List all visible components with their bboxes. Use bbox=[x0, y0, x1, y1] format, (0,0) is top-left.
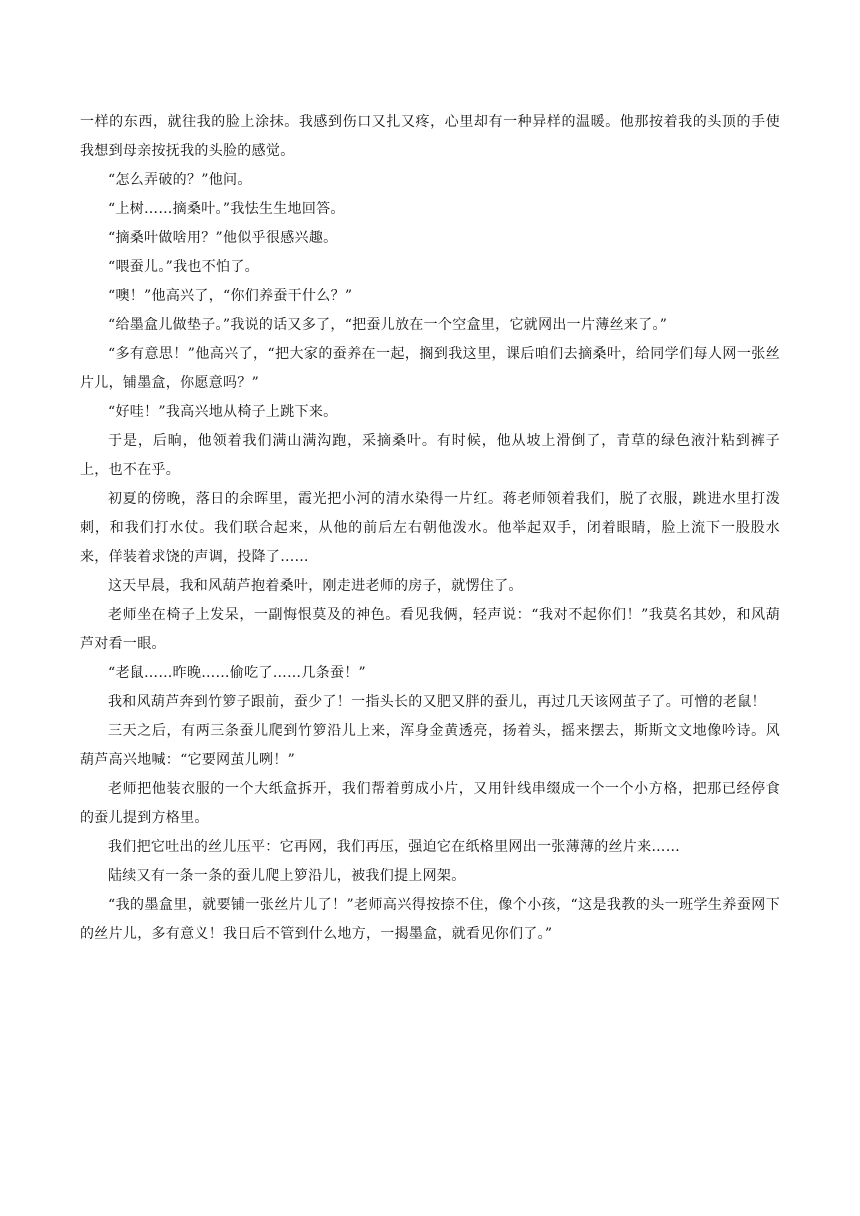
document-body bbox=[80, 108, 780, 949]
paragraph: 初夏的傍晚，落日的余晖里，霞光把小河的清水染得一片红。蒋老师领着我们，脱了衣服，跳进水里打泼刺，和我们打水仗。我们联合起来，从他的前后左右朝他泼水。他举起双手，闭着眼睛，脸上流下一股股水来，佯装着求饶的声调，投降了…… bbox=[80, 491, 780, 565]
paragraph: 这天早晨，我和风葫芦抱着桑叶，刚走进老师的房子，就愣住了。 bbox=[108, 578, 523, 594]
paragraph: “上树……摘桑叶。”我怯生生地回答。 bbox=[108, 201, 345, 217]
paragraph: “噢！”他高兴了，“你们养蚕干什么？” bbox=[108, 288, 353, 304]
paragraph: 于是，后晌，他领着我们满山满沟跑，采摘桑叶。有时候，他从坡上滑倒了，青草的绿色液汁粘到裤子上，也不在乎。 bbox=[80, 433, 780, 478]
paragraph: 老师把他装衣服的一个大纸盒拆开，我们帮着剪成小片，又用针线串缀成一个一个小方格，把那已经停食的蚕儿提到方格里。 bbox=[80, 781, 780, 826]
paragraph: 我们把它吐出的丝儿压平：它再网，我们再压，强迫它在纸格里网出一张薄薄的丝片来…… bbox=[108, 839, 680, 855]
paragraph: “多有意思！”他高兴了，“把大家的蚕养在一起，搁到我这里，课后咱们去摘桑叶，给同学们每人网一张丝片儿，铺墨盒，你愿意吗？” bbox=[80, 346, 780, 391]
paragraph: “好哇！”我高兴地从椅子上跳下来。 bbox=[108, 404, 338, 420]
paragraph: “喂蚕儿。”我也不怕了。 bbox=[108, 259, 259, 275]
paragraph: “摘桑叶做啥用？”他似乎很感兴趣。 bbox=[108, 230, 338, 246]
paragraph: “老鼠……昨晚……偷吃了……几条蚕！” bbox=[108, 665, 367, 681]
paragraph: “我的墨盒里，就要铺一张丝片儿了！”老师高兴得按捺不住，像个小孩，“这是我教的头一班学生养蚕网下的丝片儿，多有意义！我日后不管到什么地方，一揭墨盒，就看见你们了。” bbox=[80, 897, 780, 942]
paragraph: 一样的东西，就往我的脸上涂抹。我感到伤口又扎又疼，心里却有一种异样的温暖。他那按着我的头顶的手使我想到母亲按抚我的头脸的感觉。 bbox=[80, 114, 780, 159]
paragraph: 三天之后，有两三条蚕儿爬到竹箩沿儿上来，浑身金黄透亮，扬着头，摇来摆去，斯斯文文地像吟诗。风葫芦高兴地喊：“它要网茧儿咧！” bbox=[80, 723, 780, 768]
paragraph: “怎么弄破的？”他问。 bbox=[108, 172, 252, 188]
paragraph: 老师坐在椅子上发呆，一副悔恨莫及的神色。看见我俩，轻声说：“我对不起你们！”我莫名其妙，和风葫芦对看一眼。 bbox=[80, 607, 780, 652]
paragraph: 陆续又有一条一条的蚕儿爬上箩沿儿，被我们提上网架。 bbox=[108, 868, 466, 884]
paragraph: 我和风葫芦奔到竹箩子跟前，蚕少了！一指头长的又肥又胖的蚕儿，再过几天该网茧子了。可憎的老鼠！ bbox=[108, 694, 766, 710]
paragraph: “给墨盒儿做垫子。”我说的话又多了，“把蚕儿放在一个空盒里，它就网出一片薄丝来了。” bbox=[108, 317, 668, 333]
